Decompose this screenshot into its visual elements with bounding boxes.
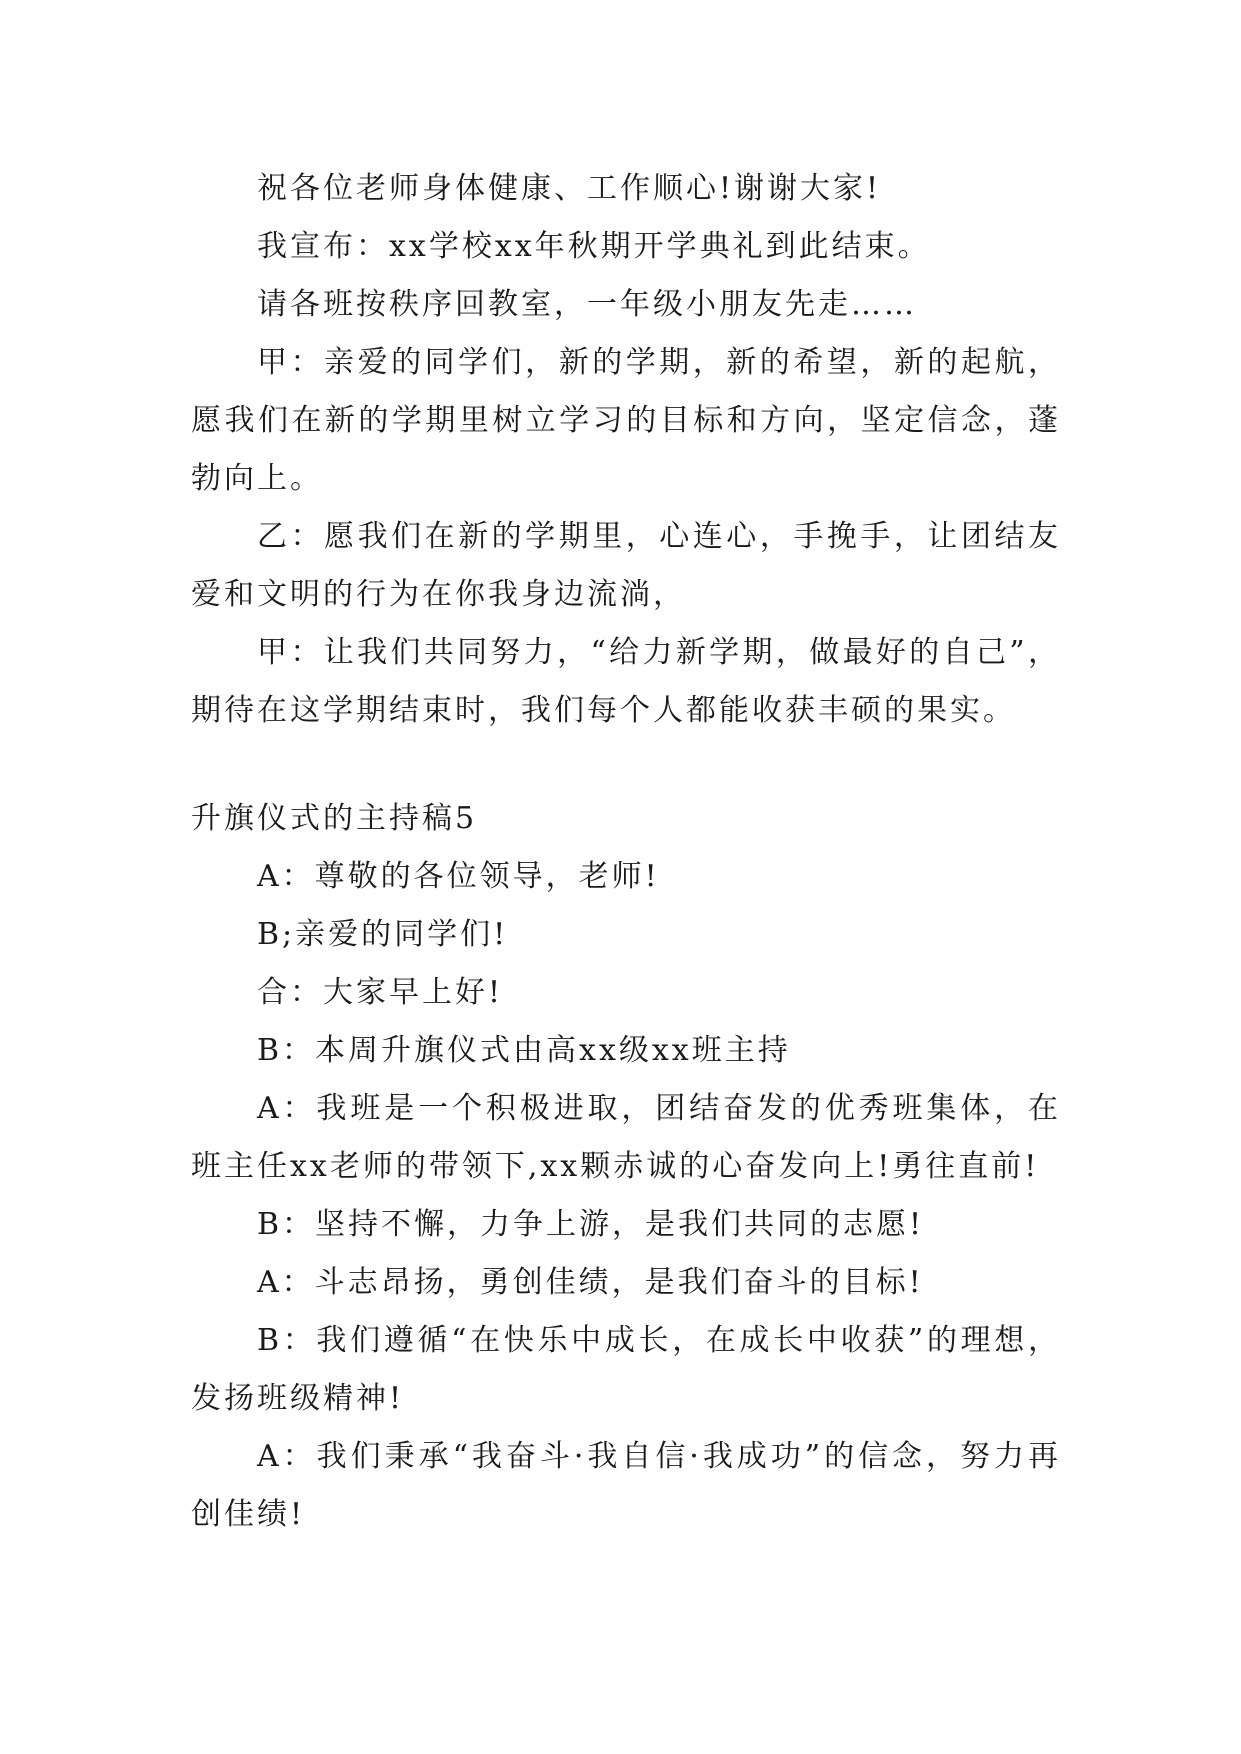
paragraph: 乙：愿我们在新的学期里，心连心，手挽手，让团结友爱和文明的行为在你我身边流淌， — [191, 519, 1061, 612]
paragraph: A：我们秉承“我奋斗·我自信·我成功”的信念，努力再创佳绩! — [191, 1439, 1061, 1532]
paragraph: 甲：亲爱的同学们，新的学期，新的希望，新的起航，愿我们在新的学期里树立学习的目标和方向，坚定信念，蓬勃向上。 — [191, 345, 1061, 496]
section-heading: 升旗仪式的主持稿5 — [191, 801, 478, 836]
paragraph: B：我们遵循“在快乐中成长，在成长中收获”的理想，发扬班级精神! — [191, 1323, 1061, 1416]
paragraph: 请各班按秩序回教室，一年级小朋友先走…… — [257, 287, 917, 322]
paragraph: 合：大家早上好! — [257, 975, 504, 1010]
paragraph: B;亲爱的同学们! — [257, 917, 509, 952]
paragraph: 祝各位老师身体健康、工作顺心!谢谢大家! — [257, 171, 882, 206]
paragraph: 我宣布：xx学校xx年秋期开学典礼到此结束。 — [257, 229, 931, 264]
paragraph: B：坚持不懈，力争上游，是我们共同的志愿! — [257, 1207, 925, 1242]
paragraph: 甲：让我们共同努力，“给力新学期，做最好的自己”，期待在这学期结束时，我们每个人都能收获丰硕的果实。 — [191, 635, 1061, 728]
paragraph: A：我班是一个积极进取，团结奋发的优秀班集体，在班主任xx老师的带领下,xx颗赤诚的心奋发向上!勇往直前! — [191, 1091, 1061, 1184]
paragraph: A：斗志昂扬，勇创佳绩，是我们奋斗的目标! — [257, 1265, 924, 1300]
document-body — [191, 160, 1061, 1544]
paragraph: B：本周升旗仪式由高xx级xx班主持 — [257, 1033, 791, 1068]
paragraph: A：尊敬的各位领导，老师! — [257, 859, 660, 894]
